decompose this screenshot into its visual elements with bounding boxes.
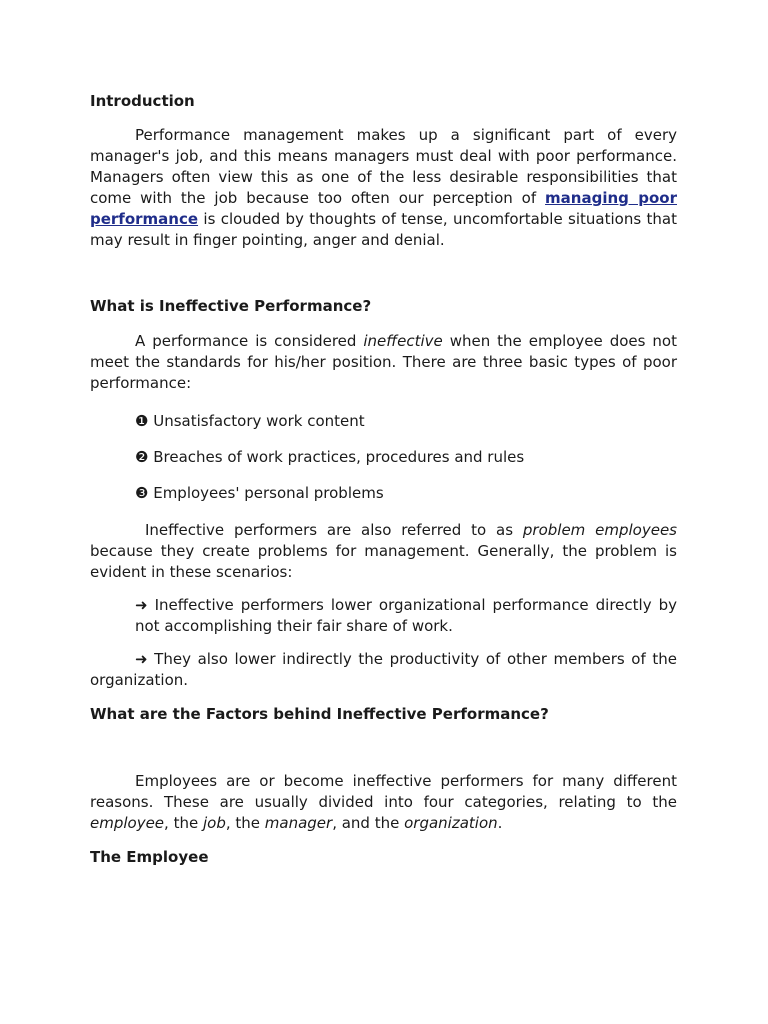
problem-text-after: because they create problems for management. Generally, the problem is evident in these scenarios: (90, 542, 677, 581)
factor-job: job (202, 814, 226, 832)
problem-text-before: Ineffective performers are also referred to as (145, 521, 523, 539)
paragraph-factors (90, 771, 677, 834)
heading-the-employee: The Employee (90, 848, 209, 866)
paragraph-problem-employees (90, 520, 677, 583)
factors-separator: , and the (332, 814, 405, 832)
paragraph-introduction (90, 125, 677, 251)
list-item: ➜ They also lower indirectly the productivity of other members of the organization. (90, 650, 677, 689)
list-item: ❶ Unsatisfactory work content (135, 412, 365, 430)
list-item: ❸ Employees' personal problems (135, 484, 384, 502)
definition-text-before: A performance is considered (135, 332, 364, 350)
heading-factors: What are the Factors behind Ineffective Performance? (90, 705, 549, 723)
heading-ineffective-performance: What is Ineffective Performance? (90, 297, 372, 315)
intro-text-before: Performance management makes up a significant part of every manager's job, and this means managers must deal with poor performance. Managers often view this as one of the less desirable responsibilities that come with the job because too often our perception of (90, 126, 677, 207)
factor-employee: employee (90, 814, 165, 832)
list-item: ❷ Breaches of work practices, procedures and rules (135, 448, 525, 466)
list-item: ➜ Ineffective performers lower organizational performance directly by not accomplishing their fair share of work. (135, 596, 677, 635)
definition-emphasis: ineffective (363, 332, 443, 350)
heading-introduction: Introduction (90, 92, 195, 110)
intro-text-after: is clouded by thoughts of tense, uncomfortable situations that may result in finger pointing, anger and denial. (90, 210, 677, 249)
factors-end: . (497, 814, 503, 832)
factors-separator: , the (225, 814, 265, 832)
managing-poor-performance-link[interactable]: managing poor performance (90, 189, 677, 228)
definition-text-after: when the employee does not meet the standards for his/her position. There are three basic types of poor performance: (90, 332, 677, 392)
factors-separator: , the (164, 814, 203, 832)
problem-emphasis: problem employees (522, 521, 677, 539)
factor-manager: manager (264, 814, 333, 832)
factors-text-before: Employees are or become ineffective performers for many different reasons. These are usually divided into four categories, relating to the (90, 772, 677, 811)
paragraph-ineffective-definition (90, 331, 677, 394)
factor-organization: organization (404, 814, 498, 832)
